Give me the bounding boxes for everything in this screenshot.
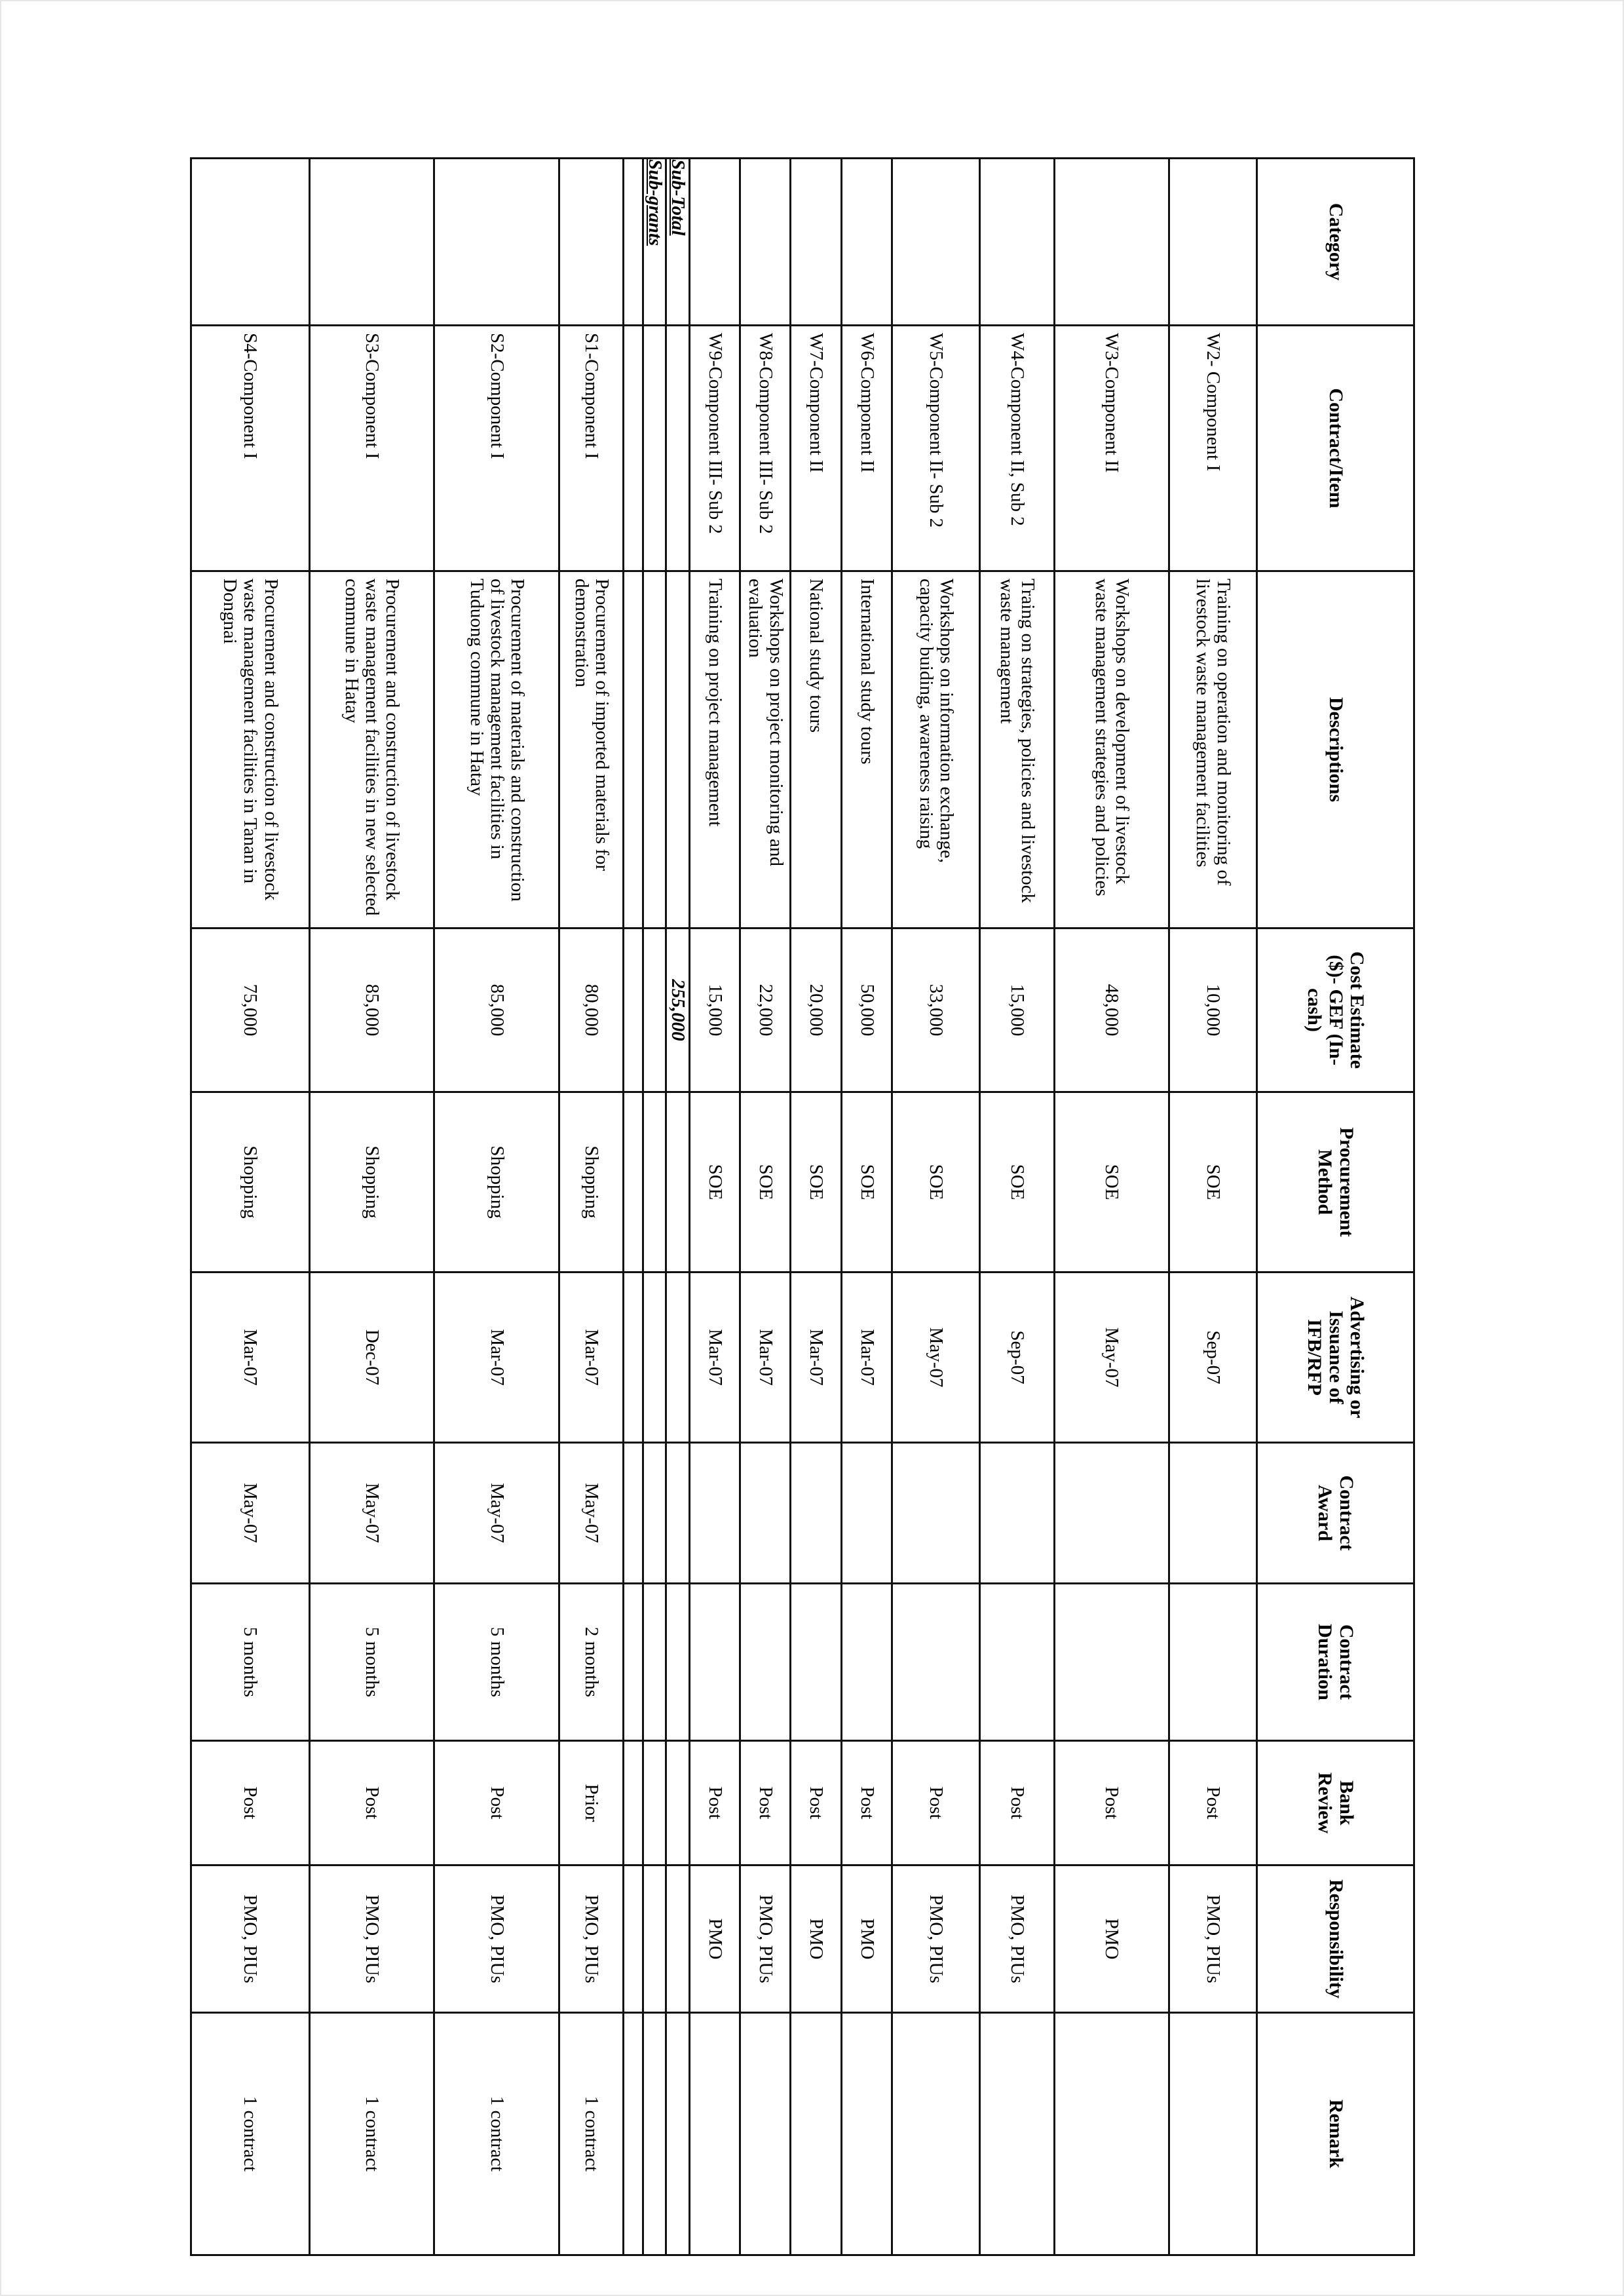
cell-method: SOE: [1169, 1092, 1256, 1272]
table-row: [791, 159, 841, 2255]
empty-cell: [666, 2013, 689, 2255]
cell-item: W7-Component II: [791, 326, 841, 571]
table-row: [689, 159, 740, 2255]
cell-award: May-07: [559, 1443, 624, 1584]
cell-method: Shopping: [559, 1092, 624, 1272]
cell-cost: 22,000: [740, 928, 791, 1092]
empty-cell: [643, 1866, 666, 2013]
cell-item: W9-Component III- Sub 2: [689, 326, 740, 571]
cell-award: May-07: [434, 1443, 559, 1584]
header-category: Category: [1257, 159, 1414, 326]
header-contract-award: Contract Award: [1257, 1443, 1414, 1584]
cell-method: SOE: [689, 1092, 740, 1272]
cell-review: Post: [191, 1741, 310, 1866]
cell-remark: 1 contract: [191, 2013, 310, 2255]
cell-review: Post: [892, 1741, 980, 1866]
cell-award: [689, 1443, 740, 1584]
cell-category: [892, 159, 980, 326]
cell-method: SOE: [980, 1092, 1054, 1272]
cell-method: SOE: [740, 1092, 791, 1272]
cell-responsibility: PMO, PIUs: [892, 1866, 980, 2013]
empty-cell: [643, 2013, 666, 2255]
cell-category: [689, 159, 740, 326]
cell-description: Procurement and construction of livestock waste management facilities in new selected commune in Hatay: [309, 571, 434, 928]
empty-cell: [666, 326, 689, 571]
cell-category: [841, 159, 892, 326]
cell-advertising: Mar-07: [841, 1272, 892, 1443]
cell-responsibility: PMO: [1054, 1866, 1169, 2013]
cell-remark: 1 contract: [559, 2013, 624, 2255]
cell-cost: 20,000: [791, 928, 841, 1092]
cell-cost: 85,000: [434, 928, 559, 1092]
cell-duration: 5 months: [309, 1584, 434, 1741]
header-cost-estimate: Cost Estimate ($)- GEF (In-cash): [1257, 928, 1414, 1092]
cell-item: W8-Component III- Sub 2: [740, 326, 791, 571]
cell-duration: 5 months: [434, 1584, 559, 1741]
cell-category: [559, 159, 624, 326]
table-row: [892, 159, 980, 2255]
cell-description: Procurement of materials and construction of livestock management facilities in Tuduong commune in Hatay: [434, 571, 559, 928]
cell-method: SOE: [1054, 1092, 1169, 1272]
cell-duration: [1054, 1584, 1169, 1741]
empty-cell: [624, 1584, 643, 1741]
empty-cell: [643, 1272, 666, 1443]
cell-category: [1054, 159, 1169, 326]
cell-description: Procurement and construction of livestock waste management facilities in Tanan in Dongnai: [191, 571, 310, 928]
cell-description: Workshops on information exchange, capacity buiding, awareness raising: [892, 571, 980, 928]
empty-cell: [624, 1092, 643, 1272]
cell-duration: [740, 1584, 791, 1741]
spacer-row: [624, 159, 643, 2255]
header-responsibility: Responsibility: [1257, 1866, 1414, 2013]
cell-advertising: May-07: [892, 1272, 980, 1443]
cell-review: Post: [740, 1741, 791, 1866]
rotated-table-container: [190, 157, 1415, 2254]
cell-responsibility: PMO: [689, 1866, 740, 2013]
cell-method: Shopping: [191, 1092, 310, 1272]
cell-duration: 5 months: [191, 1584, 310, 1741]
empty-cell: [666, 1443, 689, 1584]
cell-cost: 85,000: [309, 928, 434, 1092]
table-row: [559, 159, 624, 2255]
cell-award: May-07: [309, 1443, 434, 1584]
cell-item: S1-Component I: [559, 326, 624, 571]
cell-responsibility: PMO, PIUs: [740, 1866, 791, 2013]
cell-remark: [791, 2013, 841, 2255]
cell-item: W2- Component I: [1169, 326, 1256, 571]
header-descriptions: Descriptions: [1257, 571, 1414, 928]
cell-item: S3-Component I: [309, 326, 434, 571]
empty-cell: [643, 1584, 666, 1741]
cell-remark: [689, 2013, 740, 2255]
cell-item: W5-Component II- Sub 2: [892, 326, 980, 571]
cell-review: Post: [841, 1741, 892, 1866]
cell-item: W4-Component II, Sub 2: [980, 326, 1054, 571]
header-contract-item: Contract/Item: [1257, 326, 1414, 571]
empty-cell: [624, 1866, 643, 2013]
cell-cost: 75,000: [191, 928, 310, 1092]
cell-description: Training on operation and monitoring of livestock waste management facilities: [1169, 571, 1256, 928]
cell-award: [740, 1443, 791, 1584]
empty-cell: [643, 1741, 666, 1866]
table-row: [740, 159, 791, 2255]
cell-advertising: Sep-07: [980, 1272, 1054, 1443]
cell-duration: 2 months: [559, 1584, 624, 1741]
cell-award: [841, 1443, 892, 1584]
table-row: [841, 159, 892, 2255]
cell-review: Post: [1054, 1741, 1169, 1866]
cell-cost: 15,000: [980, 928, 1054, 1092]
cell-responsibility: PMO, PIUs: [309, 1866, 434, 2013]
cell-description: National study tours: [791, 571, 841, 928]
empty-cell: [624, 326, 643, 571]
cell-duration: [689, 1584, 740, 1741]
cell-item: S4-Component I: [191, 326, 310, 571]
empty-cell: [643, 571, 666, 928]
cell-method: Shopping: [434, 1092, 559, 1272]
table-row: [980, 159, 1054, 2255]
cell-responsibility: PMO, PIUs: [434, 1866, 559, 2013]
table-row: [309, 159, 434, 2255]
cell-category: [980, 159, 1054, 326]
cell-cost: 48,000: [1054, 928, 1169, 1092]
empty-cell: [643, 1092, 666, 1272]
cell-review: Post: [791, 1741, 841, 1866]
cell-advertising: Mar-07: [559, 1272, 624, 1443]
cell-duration: [841, 1584, 892, 1741]
cell-duration: [892, 1584, 980, 1741]
cell-advertising: Mar-07: [689, 1272, 740, 1443]
cell-award: [980, 1443, 1054, 1584]
cell-cost: 50,000: [841, 928, 892, 1092]
empty-cell: [624, 1741, 643, 1866]
cell-award: [892, 1443, 980, 1584]
empty-cell: [624, 1443, 643, 1584]
header-contract-duration: Contract Duration: [1257, 1584, 1414, 1741]
cell-cost: 15,000: [689, 928, 740, 1092]
table-row: [1169, 159, 1256, 2255]
cell-description: Procurement of imported materials for demonstration: [559, 571, 624, 928]
cell-advertising: Dec-07: [309, 1272, 434, 1443]
empty-cell: [666, 1092, 689, 1272]
cell-category: [434, 159, 559, 326]
cell-method: SOE: [841, 1092, 892, 1272]
cell-review: Post: [309, 1741, 434, 1866]
empty-cell: [624, 571, 643, 928]
cell-award: [1054, 1443, 1169, 1584]
procurement-plan-table: [190, 157, 1415, 2256]
cell-award: May-07: [191, 1443, 310, 1584]
table-row: [1054, 159, 1169, 2255]
cell-category: [309, 159, 434, 326]
subtotal-row: [666, 159, 689, 2255]
cell-review: Post: [980, 1741, 1054, 1866]
cell-responsibility: PMO: [841, 1866, 892, 2013]
table-row: [434, 159, 559, 2255]
cell-category: [740, 159, 791, 326]
header-bank-review: Bank Review: [1257, 1741, 1414, 1866]
cell-duration: [1169, 1584, 1256, 1741]
cell-remark: 1 contract: [434, 2013, 559, 2255]
cell-responsibility: PMO, PIUs: [980, 1866, 1054, 2013]
cell-category: [791, 159, 841, 326]
header-advertising: Advertising or Issuance of IFB/RFP: [1257, 1272, 1414, 1443]
empty-cell: [643, 1443, 666, 1584]
cell-item: S2-Component I: [434, 326, 559, 571]
cell-remark: [1169, 2013, 1256, 2255]
cell-duration: [980, 1584, 1054, 1741]
cell-item: W6-Component II: [841, 326, 892, 571]
cell-duration: [791, 1584, 841, 1741]
empty-cell: [624, 2013, 643, 2255]
cell-cost: 10,000: [1169, 928, 1256, 1092]
cell-remark: [980, 2013, 1054, 2255]
header-row: [1257, 159, 1414, 2255]
cell-responsibility: PMO, PIUs: [1169, 1866, 1256, 2013]
cell-remark: [1054, 2013, 1169, 2255]
cell-award: [791, 1443, 841, 1584]
header-procurement-method: Procurement Method: [1257, 1092, 1414, 1272]
cell-award: [1169, 1443, 1256, 1584]
cell-remark: 1 contract: [309, 2013, 434, 2255]
subgrants-label: Sub-grants: [643, 159, 666, 326]
subtotal-label: Sub-Total: [666, 159, 689, 326]
cell-description: International study tours: [841, 571, 892, 928]
cell-method: SOE: [892, 1092, 980, 1272]
cell-item: W3-Component II: [1054, 326, 1169, 571]
cell-cost: 33,000: [892, 928, 980, 1092]
header-remark: Remark: [1257, 2013, 1414, 2255]
subtotal-value: 255,000: [666, 928, 689, 1092]
cell-method: Shopping: [309, 1092, 434, 1272]
table-row: [191, 159, 310, 2255]
cell-advertising: Mar-07: [791, 1272, 841, 1443]
cell-review: Post: [434, 1741, 559, 1866]
empty-cell: [666, 571, 689, 928]
cell-responsibility: PMO, PIUs: [559, 1866, 624, 2013]
cell-advertising: Mar-07: [434, 1272, 559, 1443]
empty-cell: [666, 1584, 689, 1741]
cell-method: SOE: [791, 1092, 841, 1272]
cell-description: Workshops on development of livestock waste management strategies and policies: [1054, 571, 1169, 928]
cell-review: Prior: [559, 1741, 624, 1866]
empty-cell: [666, 1741, 689, 1866]
cell-responsibility: PMO: [791, 1866, 841, 2013]
empty-cell: [624, 159, 643, 326]
cell-category: [1169, 159, 1256, 326]
cell-description: Training on project management: [689, 571, 740, 928]
subgrants-row: [643, 159, 666, 2255]
empty-cell: [624, 1272, 643, 1443]
cell-advertising: Sep-07: [1169, 1272, 1256, 1443]
cell-description: Traing on strategies, policies and livestock waste management: [980, 571, 1054, 928]
empty-cell: [624, 928, 643, 1092]
cell-category: [191, 159, 310, 326]
cell-description: Workshops on project monitoring and evaluation: [740, 571, 791, 928]
cell-remark: [841, 2013, 892, 2255]
cell-advertising: Mar-07: [191, 1272, 310, 1443]
cell-review: Post: [689, 1741, 740, 1866]
cell-remark: [740, 2013, 791, 2255]
empty-cell: [643, 326, 666, 571]
cell-remark: [892, 2013, 980, 2255]
empty-cell: [666, 1272, 689, 1443]
cell-cost: 80,000: [559, 928, 624, 1092]
empty-cell: [643, 928, 666, 1092]
cell-responsibility: PMO, PIUs: [191, 1866, 310, 2013]
cell-review: Post: [1169, 1741, 1256, 1866]
cell-advertising: May-07: [1054, 1272, 1169, 1443]
empty-cell: [666, 1866, 689, 2013]
cell-advertising: Mar-07: [740, 1272, 791, 1443]
